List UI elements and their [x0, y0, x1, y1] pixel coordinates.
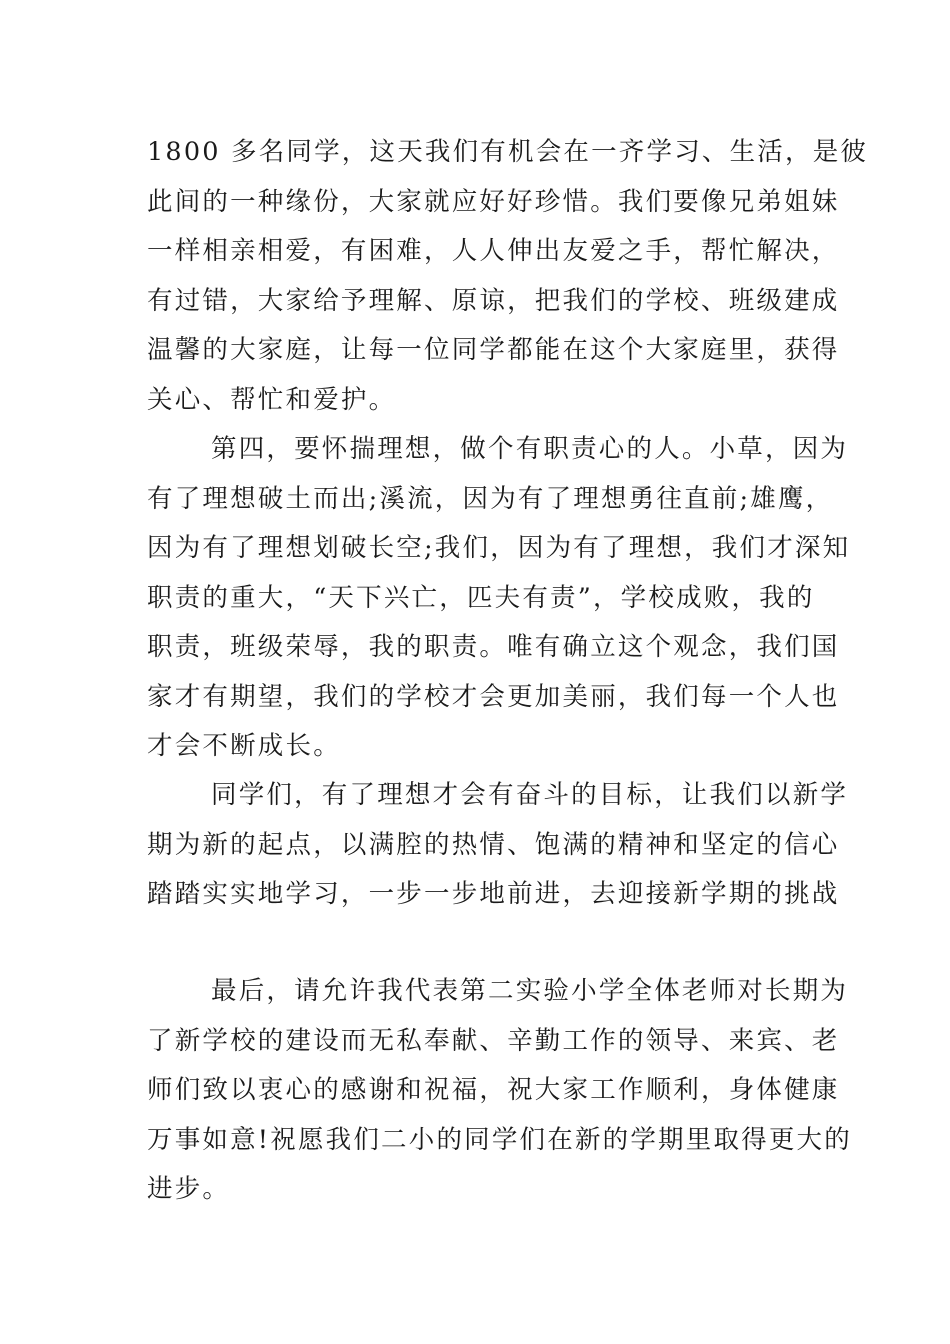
paragraph-line: 关心、帮忙和爱护。	[147, 384, 397, 415]
paragraph-fourth-ideals	[147, 425, 851, 772]
paragraph-line: 期为新的起点，以满腔的热情、饱满的精神和坚定的信心	[147, 829, 840, 860]
paragraph-line: 一样相亲相爱，有困难，人人伸出友爱之手，帮忙解决，	[147, 236, 840, 266]
paragraph-line: 职责的重大，“天下兴亡，匹夫有责”，学校成败，我的	[147, 582, 815, 613]
paragraph-line: 第四，要怀揣理想，做个有职责心的人。小草，因为	[211, 434, 849, 464]
paragraph-new-semester	[147, 771, 849, 920]
paragraph-line: 了新学校的建设而无私奉献、辛勤工作的领导、来宾、老	[147, 1025, 840, 1056]
paragraph-line: 温馨的大家庭，让每一位同学都能在这个大家庭里，获得	[147, 335, 840, 365]
paragraph-line: 师们致以衷心的感谢和祝福，祝大家工作顺利，身体健康	[147, 1075, 840, 1105]
paragraph-line: 职责，班级荣辱，我的职责。唯有确立这个观念，我们国	[147, 632, 840, 662]
paragraph-line: 最后，请允许我代表第二实验小学全体老师对长期为	[211, 976, 849, 1006]
paragraph-line: 1800 多名同学，这天我们有机会在一齐学习、生活，是彼	[147, 137, 869, 167]
paragraph-line: 家才有期望，我们的学校才会更加美丽，我们每一个人也	[147, 681, 840, 712]
paragraph-line: 因为有了理想划破长空;我们，因为有了理想，我们才深知	[147, 533, 851, 563]
paragraph-line: 进步。	[147, 1174, 231, 1204]
paragraph-line: 有过错，大家给予理解、原谅，把我们的学校、班级建成	[147, 285, 840, 316]
paragraph-line: 踏踏实实地学习，一步一步地前进，去迎接新学期的挑战	[147, 879, 840, 909]
paragraph-line: 万事如意!祝愿我们二小的同学们在新的学期里取得更大的	[147, 1124, 852, 1155]
paragraph-line: 同学们，有了理想才会有奋斗的目标，让我们以新学	[211, 780, 849, 810]
paragraph-line: 此间的一种缘份，大家就应好好珍惜。我们要像兄弟姐妹	[147, 186, 840, 217]
paragraph-line: 有了理想破土而出;溪流，因为有了理想勇往直前;雄鹰，	[147, 483, 834, 514]
paragraph-line: 才会不断成长。	[147, 731, 341, 761]
paragraph-classmates-unity	[147, 128, 869, 425]
paragraph-closing-thanks	[147, 967, 852, 1215]
